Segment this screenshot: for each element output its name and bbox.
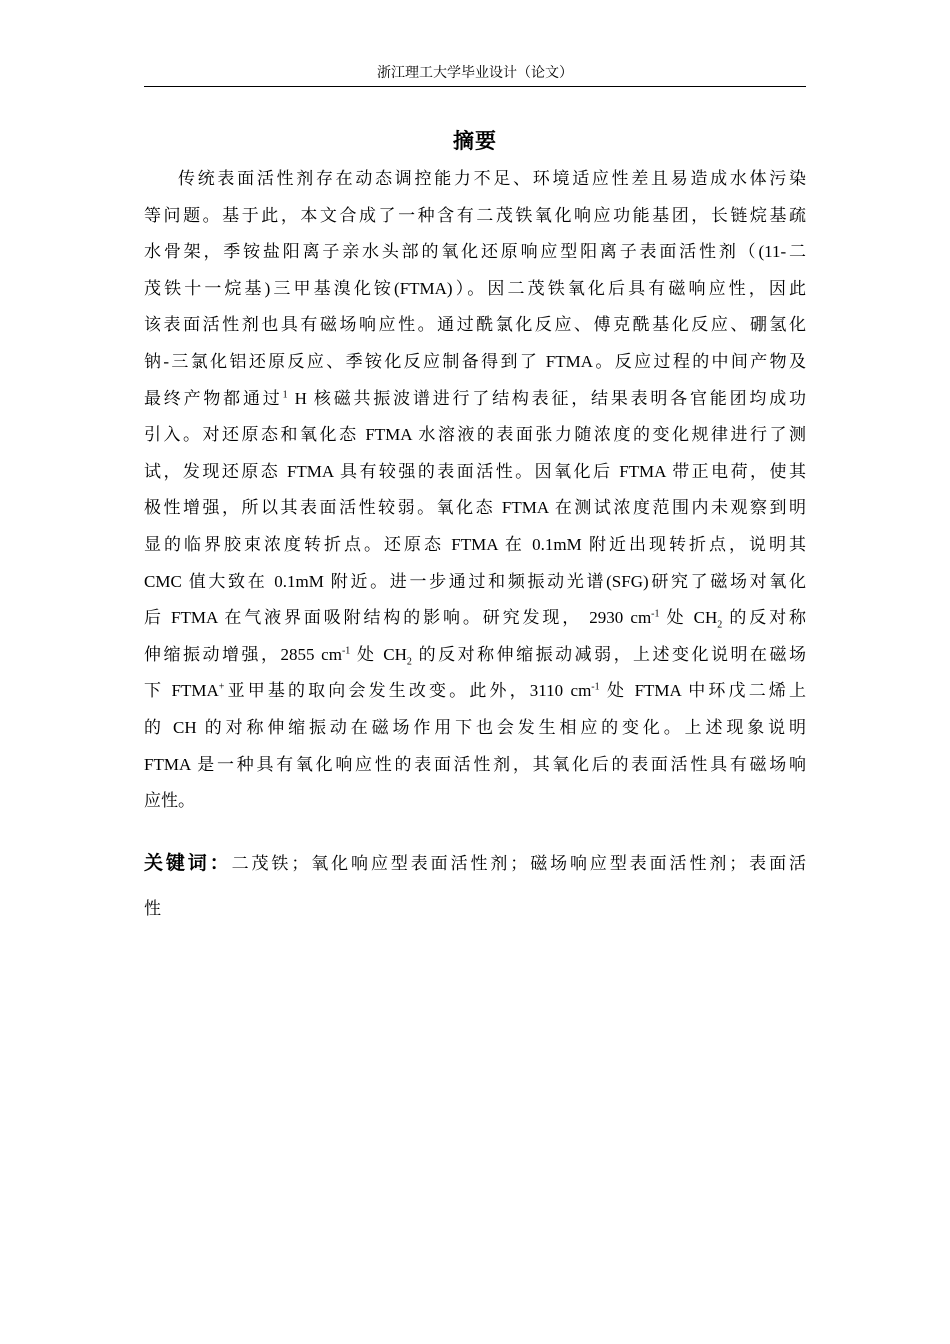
abstract-line: 伸缩振动增强，2855 $cm^{-1}$ 处 $CH_2$ 的反对称伸缩振动减弱，上述变化说明在磁场 — [144, 644, 806, 668]
superscript: 1 — [282, 388, 288, 400]
abstract-line: 最终产物都通过$^1$ H 核磁共振波谱进行了结构表征，结果表明各官能团均成功 — [144, 388, 806, 408]
keywords-section — [144, 843, 806, 935]
superscript: -1 — [591, 681, 600, 693]
subscript: 2 — [717, 619, 723, 631]
subscript: 2 — [406, 656, 412, 668]
abstract-line: 钠-三氯化铝还原反应、季铵化反应制备得到了 FTMA。反应过程的中间产物及 — [144, 351, 806, 371]
abstract-body — [144, 161, 806, 820]
abstract-title: 摘要 — [453, 129, 497, 153]
keywords-line — [144, 889, 806, 935]
abstract-line: 水骨架，季铵盐阳离子亲水头部的氧化还原响应型阳离子表面活性剂（(11-二 — [144, 242, 806, 262]
keywords-text: 二茂铁；氧化响应型表面活性剂；磁场响应型表面活性剂；表面活 — [231, 854, 806, 873]
abstract-line: 后 FTMA 在气液界面吸附结构的影响。研究发现， 2930 $cm^{-1}$ 处 $CH_2$ 的反对称 — [144, 608, 807, 631]
abstract-line: CMC 值大致在 0.1mM 附近。进一步通过和频振动光谱(SFG)研究了磁场对氧化 — [144, 571, 806, 591]
abstract-line: 的 CH 的对称伸缩振动在磁场作用下也会发生相应的变化。上述现象说明 — [144, 717, 806, 737]
abstract-line: 显的临界胶束浓度转折点。还原态 FTMA 在 0.1mM 附近出现转折点，说明其 — [144, 534, 806, 554]
superscript: -1 — [651, 608, 660, 620]
abstract-line: 下 FTMA+亚甲基的取向会发生改变。此外，3110 $cm^{-1}$ 处 FTMA 中环戊二烯上 — [144, 681, 806, 701]
superscript: + — [218, 681, 225, 693]
keywords-label: 关键词： — [144, 852, 232, 874]
abstract-line: 传统表面活性剂存在动态调控能力不足、环境适应性差且易造成水体污染 — [178, 169, 806, 188]
abstract-line: 极性增强，所以其表面活性较弱。氧化态 FTMA 在测试浓度范围内未观察到明 — [144, 498, 806, 518]
page-header: 浙江理工大学毕业设计（论文） — [144, 64, 806, 87]
abstract-line: FTMA 是一种具有氧化响应性的表面活性剂，其氧化后的表面活性具有磁场响 — [144, 754, 806, 774]
superscript: -1 — [341, 645, 351, 657]
abstract-line: 等问题。基于此，本文合成了一种含有二茂铁氧化响应功能基团，长链烷基疏 — [144, 205, 806, 225]
keywords-line — [144, 843, 806, 889]
abstract-line: 引入。对还原态和氧化态 FTMA 水溶液的表面张力随浓度的变化规律进行了测 — [144, 425, 806, 445]
keywords-text: 性 — [144, 899, 161, 918]
abstract-line: 应性。 — [144, 791, 195, 811]
abstract-line: 该表面活性剂也具有磁场响应性。通过酰氯化反应、傅克酰基化反应、硼氢化 — [144, 315, 806, 335]
abstract-line: 茂铁十一烷基)三甲基溴化铵(FTMA)）。因二茂铁氧化后具有磁响应性，因此 — [144, 278, 806, 298]
abstract-line: 试，发现还原态 FTMA 具有较强的表面活性。因氧化后 FTMA 带正电荷，使其 — [144, 461, 806, 481]
